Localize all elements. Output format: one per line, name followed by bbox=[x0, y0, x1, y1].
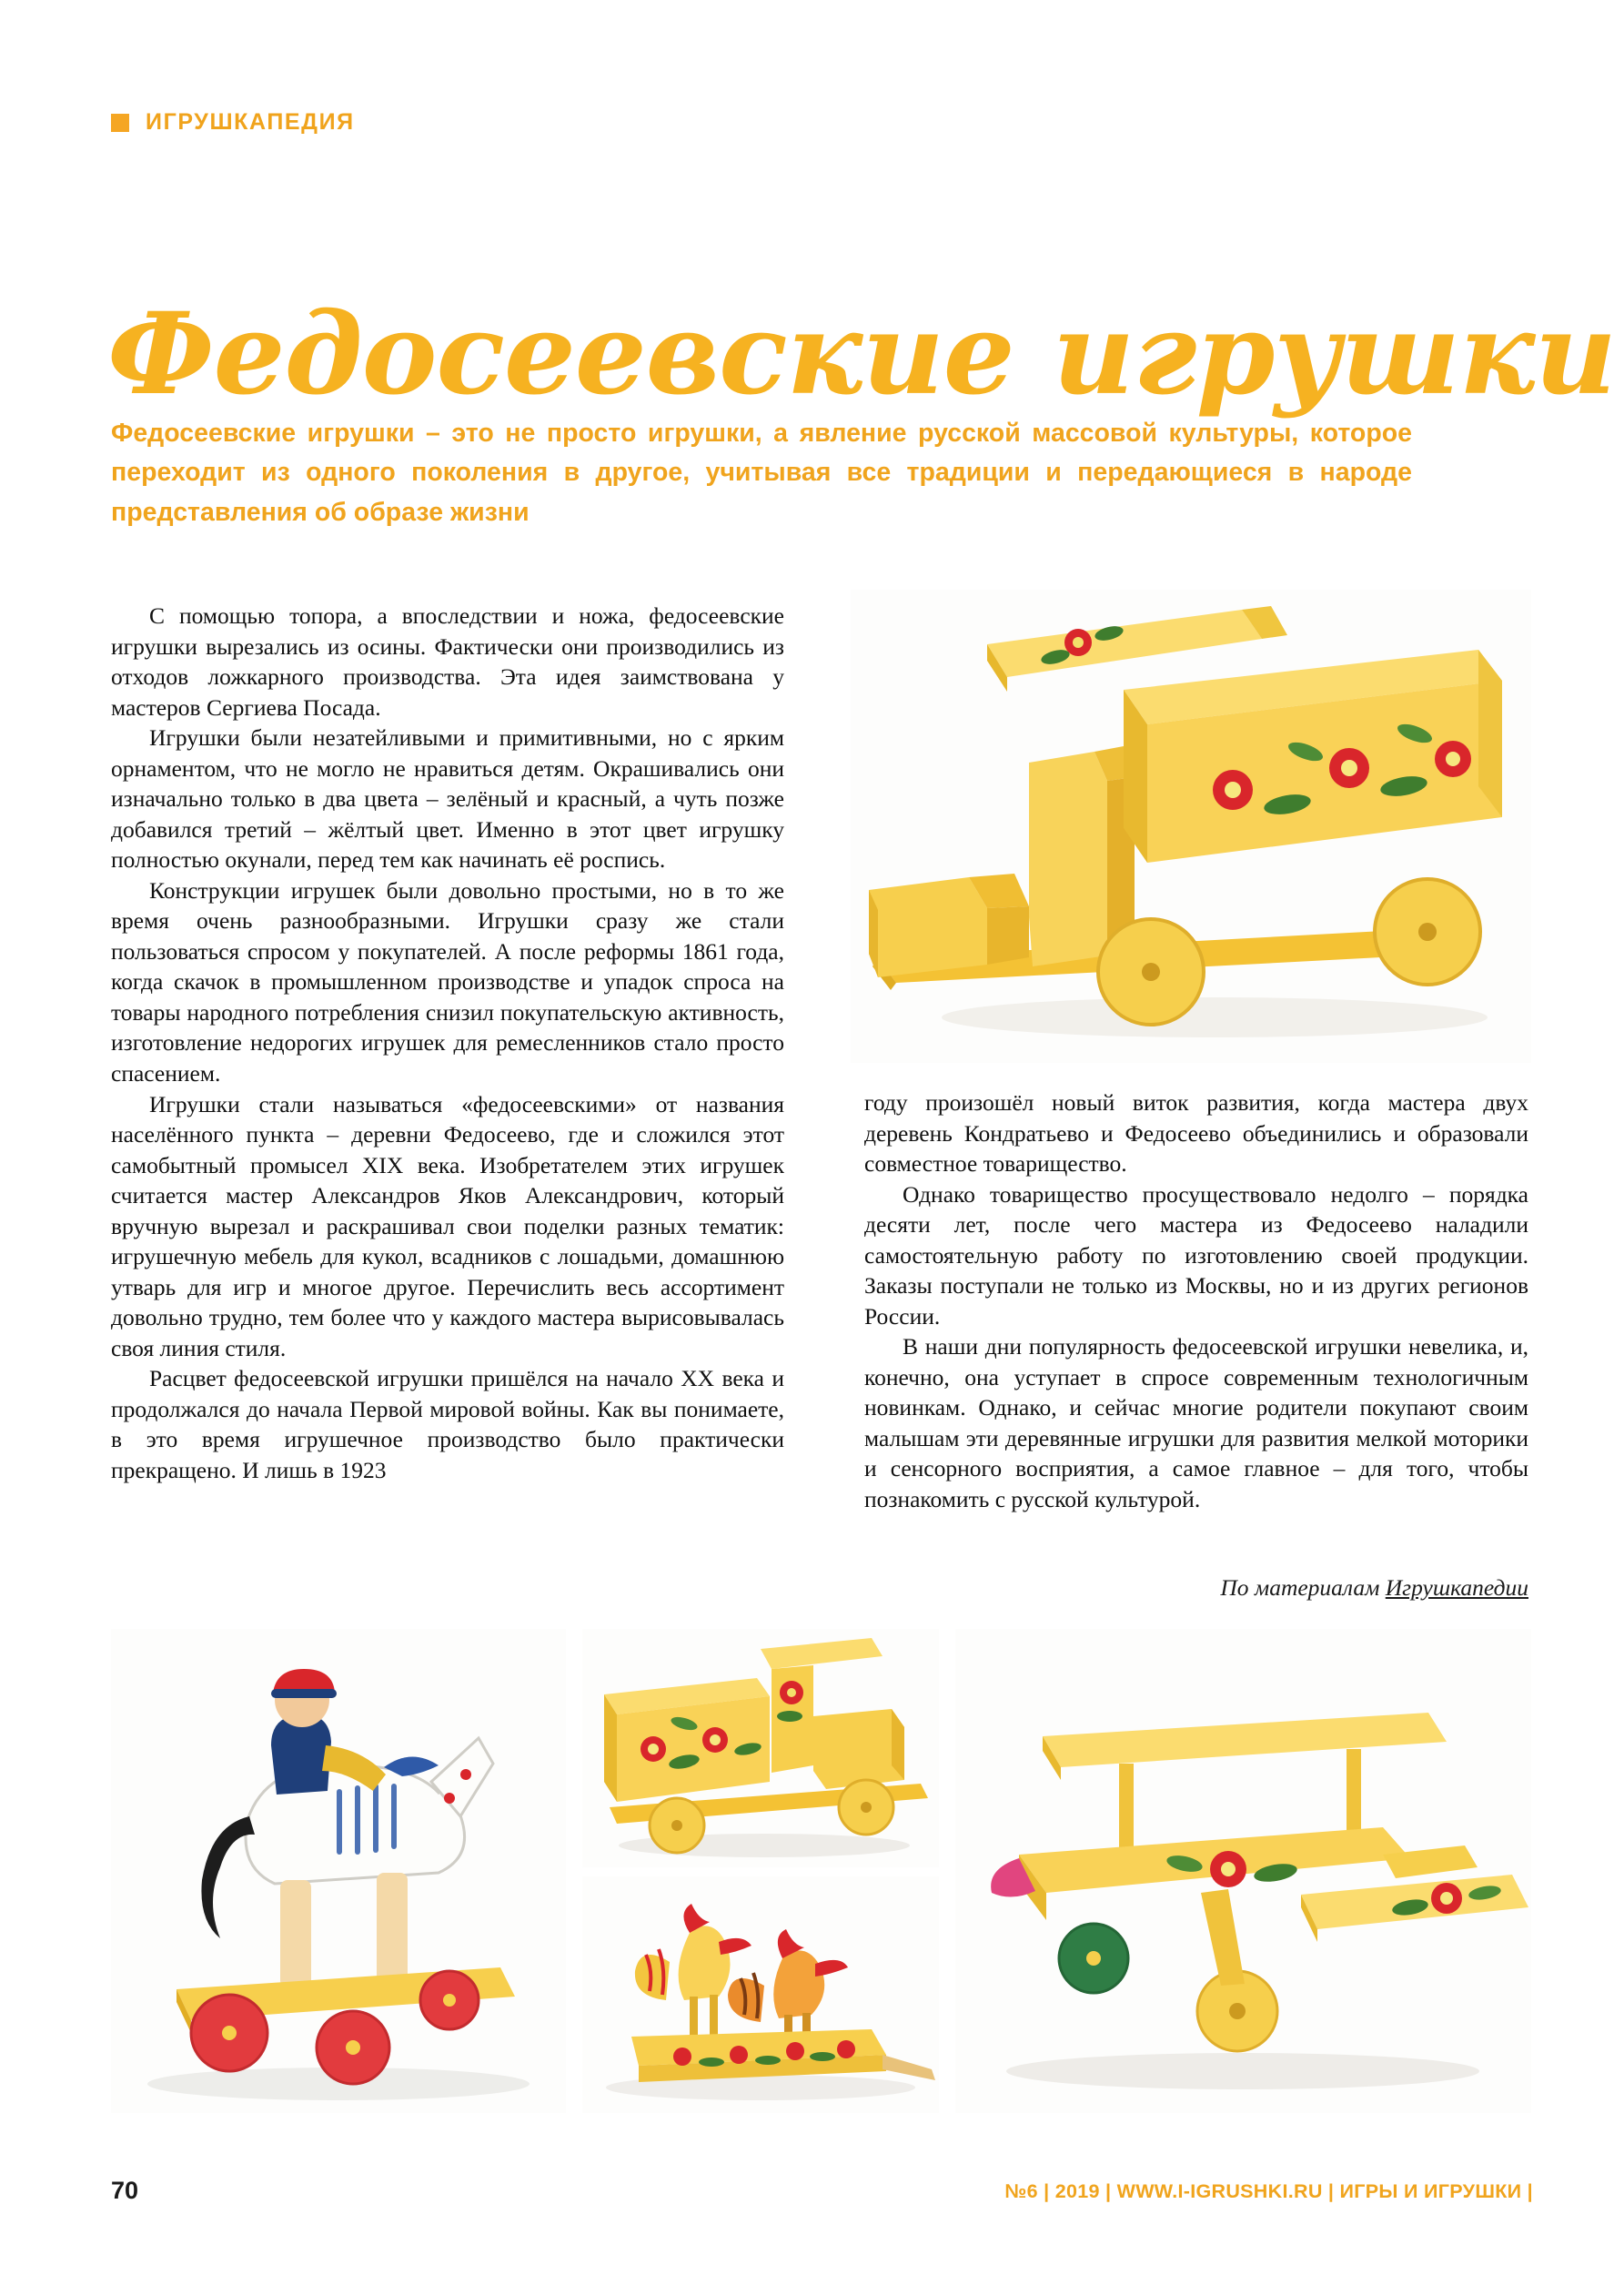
photo-flatbed-truck bbox=[582, 1629, 939, 1867]
paragraph: Однако товарищество просуществовало недолго – порядка десяти лет, после чего мастера из Федосеево наладили самостоятельную работу по изготовлению своей продукции. Заказы поступали не только из Москвы, но и из других регионов России. bbox=[864, 1180, 1528, 1330]
paragraph: Игрушки стали называться «федосеевскими» от названия населённого пункта – деревни Федосеево, где и сложился этот самобытный промысел XIX века. Изобретателем этих игрушек считается мастер Александров Яков Александрович, который вручную вырезал и раскрашивал свои поделки разных тематик: игрушечную мебель для кукол, всадников с лошадьми, домашнюю утварь для игр и многое другое. Перечислить весь ассортимент довольно трудно, тем более что у каждого мастера вырисовывалась своя линия стиля. bbox=[111, 1090, 784, 1361]
page-title: Федосеевские игрушки bbox=[107, 288, 1616, 421]
article-credit bbox=[864, 1574, 1528, 1602]
photo-roosters bbox=[582, 1876, 939, 2113]
body-column-left bbox=[111, 601, 784, 1485]
paragraph: году произошёл новый виток развития, когда мастера двух деревень Кондратьево и Федосеево объединились и образовали совместное товарищество. bbox=[864, 1089, 1528, 1178]
paragraph: Расцвет федосеевской игрушки пришёлся на начало XX века и продолжался до начала Первой мировой войны. Как вы понимаете, в это время игрушечное производство было практически прекращено. И лишь в 1923 bbox=[111, 1365, 784, 1483]
credit-prefix: По материалам bbox=[1220, 1574, 1386, 1601]
page-number: 70 bbox=[111, 2177, 139, 2204]
rubric-bullet-icon bbox=[111, 114, 129, 132]
paragraph: В наши дни популярность федосеевской игрушки невелика, и, конечно, она уступает в спросе современным технологичным новинкам. Однако, и сейчас многие родители покупают своим малышам эти деревянные игрушки для развития мелкой моторики и сенсорного восприятия, а самое главное – для того, чтобы познакомить с русской культурой. bbox=[864, 1333, 1528, 1512]
body-column-right bbox=[864, 1087, 1528, 1514]
photo-main-truck bbox=[851, 590, 1531, 1063]
rubric bbox=[111, 109, 355, 136]
footer-meta: №6 | 2019 | WWW.I-IGRUSHKI.RU | ИГРЫ И ИГРУШКИ | bbox=[1004, 2180, 1533, 2202]
photo-horse-rider bbox=[111, 1629, 566, 2113]
paragraph: Конструкции игрушек были довольно простыми, но в то же время очень разнообразными. Игрушки сразу же стали пользоваться спросом у покупателей. А после реформы 1861 года, когда скачок в промышленном производстве и упадок спроса на товары народного потребления снизил покупательскую активность, изготовление недорогих игрушек для ремесленников стало просто спасением. bbox=[111, 876, 784, 1087]
standfirst: Федосеевские игрушки – это не просто игрушки, а явление русской массовой культуры, которое переходит из одного поколения в другое, учитывая все традиции и передающиеся в народе представления об образе жизни bbox=[111, 419, 1412, 527]
paragraph: С помощью топора, а впоследствии и ножа, федосеевские игрушки вырезались из осины. Фактически они производились из отходов ложкарного производства. Эта идея заимствована у мастеров Сергиева Посада. bbox=[111, 602, 784, 721]
credit-source: Игрушкапедии bbox=[1385, 1574, 1528, 1601]
rubric-label: ИГРУШКАПЕДИЯ bbox=[146, 109, 355, 135]
photo-airplane bbox=[955, 1629, 1531, 2113]
paragraph: Игрушки были незатейливыми и примитивными, но с ярким орнаментом, что не могло не нравиться детям. Окрашивались они изначально только в два цвета – зелёный и красный, а чуть позже добавился третий – жёлтый цвет. Именно в этот цвет игрушку полностью окунали, перед тем как начинать её роспись. bbox=[111, 724, 784, 874]
